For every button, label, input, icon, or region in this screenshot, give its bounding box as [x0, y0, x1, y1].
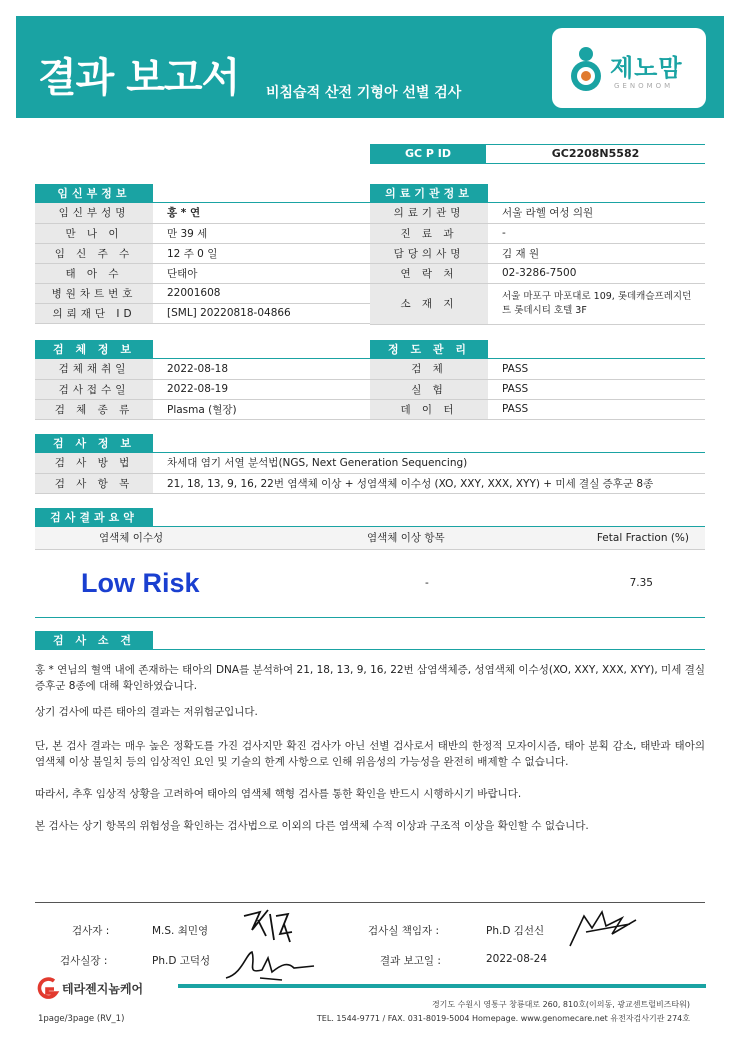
finding-paragraph: 따라서, 추후 임상적 상황을 고려하여 태아의 염색체 핵형 검사를 통한 확인을 반드시 시행하시기 바랍니다. [35, 788, 522, 800]
result-row [35, 549, 705, 617]
row-label: 데 이 터 [370, 399, 488, 419]
qc-experiment: PASS [488, 379, 705, 399]
patient-section-title: 임신부정보 [35, 184, 153, 203]
test-table [35, 453, 705, 494]
institution-table [370, 203, 705, 325]
company-name: 테라젠지놈케어 [62, 982, 144, 996]
qc-section-title: 정 도 관 리 [370, 340, 488, 359]
col-fetal-fraction: Fetal Fraction (%) [525, 527, 705, 549]
test-method: 차세대 염기 서열 분석법(NGS, Next Generation Sequencing) [153, 453, 705, 473]
gcpid-box [370, 144, 705, 164]
table-row [370, 399, 705, 419]
row-label: 검 사 항 목 [35, 473, 153, 493]
institution-name: 서울 라헬 여성 의원 [488, 203, 705, 223]
logo-text-en: GENOMOM [614, 82, 674, 90]
row-label: 담당의사명 [370, 243, 488, 263]
row-label: 임 신 주 수 [35, 243, 153, 263]
table-row [370, 263, 705, 283]
patient-age: 만 39 세 [153, 223, 370, 243]
lab-head-label: 검사실장 : [60, 955, 108, 967]
table-row [370, 243, 705, 263]
row-label: 검 사 방 법 [35, 453, 153, 473]
report-title: 결과 보고서 [38, 55, 240, 101]
qc-table [370, 359, 705, 420]
finding-paragraph: 본 검사는 상기 항목의 위험성을 확인하는 검사법으로 이외의 다른 염색체 수적 이상과 구조적 이상을 확인할 수 없습니다. [35, 820, 589, 832]
contact-number: 02-3286-7500 [488, 263, 705, 283]
result-table [35, 527, 705, 618]
signature-divider [35, 902, 705, 903]
findings-section-title: 검 사 소 견 [35, 631, 153, 650]
table-row [35, 243, 370, 263]
test-section-title: 검 사 정 보 [35, 434, 153, 453]
patient-table [35, 203, 370, 324]
director-name: Ph.D 김선신 [486, 925, 545, 937]
table-row [35, 399, 370, 419]
row-label: 소 재 지 [370, 283, 488, 324]
row-label: 만 나 이 [35, 223, 153, 243]
finding-paragraph: 홍 * 연님의 혈액 내에 존재하는 태아의 DNA를 분석하여 21, 18, 13, 9, 16, 22번 삼염색체증, 성염색체 이수성(XO, XXY, XXX, XYY), 미세 결실 증후군 8종에 대해 확인하였습니다. [35, 664, 705, 692]
receipt-date: 2022-08-19 [153, 379, 370, 399]
institution-section-title: 의료기관정보 [370, 184, 488, 203]
table-row [370, 203, 705, 223]
footer-bar [178, 984, 706, 988]
table-row [370, 379, 705, 399]
patient-info [35, 184, 370, 325]
table-row [370, 283, 705, 324]
department: - [488, 223, 705, 243]
col-aneuploidy: 염색체 이수성 [35, 527, 305, 549]
logo-text: 제노맘 [610, 54, 683, 82]
patient-institution-section [35, 184, 705, 325]
page-number: 1page/3page (RV_1) [38, 1014, 125, 1024]
chart-number: 22001608 [153, 283, 370, 303]
doctor-name: 김 재 원 [488, 243, 705, 263]
fetus-count: 단태아 [153, 263, 370, 283]
table-row [35, 379, 370, 399]
findings-section [35, 631, 705, 650]
table-row [35, 303, 370, 323]
genomom-logo [552, 28, 706, 108]
risk-cell [35, 549, 305, 617]
tester-signature [240, 906, 296, 946]
table-row [35, 359, 370, 379]
row-label: 진 료 과 [370, 223, 488, 243]
fetal-fraction-value: 7.35 [525, 549, 705, 617]
gcpid-label: GC P ID [370, 144, 486, 163]
test-info-section [35, 434, 705, 494]
result-section [35, 508, 705, 618]
row-label: 검체채취일 [35, 359, 153, 379]
qc-specimen: PASS [488, 359, 705, 379]
specimen-table [35, 359, 370, 420]
col-abnormal: 염색체 이상 항목 [305, 527, 525, 549]
table-row [35, 453, 705, 473]
table-row [35, 283, 370, 303]
company-logo-icon [34, 977, 60, 999]
company-address: 경기도 수원시 영통구 창룡대로 260, 810호(이의동, 광교센트럴비즈타워) [431, 1000, 690, 1009]
row-label: 의료기관명 [370, 203, 488, 223]
row-label: 병원차트번호 [35, 283, 153, 303]
specimen-type: Plasma (혈장) [153, 399, 370, 419]
row-label: 검 체 [370, 359, 488, 379]
row-label: 태 아 수 [35, 263, 153, 283]
gestational-week: 12 주 0 일 [153, 243, 370, 263]
institution-info [370, 184, 705, 325]
table-row [370, 359, 705, 379]
qc-info [370, 340, 705, 420]
test-items: 21, 18, 13, 9, 16, 22번 염색체 이상 + 성염색체 이수성 (XO, XXY, XXX, XYY) + 미세 결실 증후군 8종 [153, 473, 705, 493]
result-header-row [35, 527, 705, 549]
company-logo [34, 977, 184, 999]
request-id: [SML] 20220818-04866 [153, 303, 370, 323]
risk-result: Low Risk [81, 567, 200, 598]
row-label: 검 체 종 류 [35, 399, 153, 419]
row-label: 연 락 처 [370, 263, 488, 283]
qc-data: PASS [488, 399, 705, 419]
specimen-qc-section [35, 340, 705, 420]
result-section-title: 검사결과요약 [35, 508, 153, 527]
gcpid-value: GC2208N5582 [486, 144, 705, 163]
abnormal-value: - [305, 549, 525, 617]
row-label: 임신부성명 [35, 203, 153, 223]
lab-head-signature [222, 944, 318, 984]
report-subtitle: 비침습적 산전 기형아 선별 검사 [266, 85, 462, 101]
finding-paragraph: 상기 검사에 따른 태아의 결과는 저위험군입니다. [35, 706, 258, 718]
specimen-section-title: 검 체 정 보 [35, 340, 153, 359]
collection-date: 2022-08-18 [153, 359, 370, 379]
tester-label: 검사자 : [72, 925, 110, 937]
row-label: 의뢰재단 ID [35, 303, 153, 323]
table-row [35, 263, 370, 283]
table-row [35, 223, 370, 243]
company-contact: TEL. 1544-9771 / FAX. 031-8019-5004 Homepage. www.genomecare.net 유전자검사기관 274호 [316, 1014, 690, 1023]
table-row [35, 473, 705, 493]
row-label: 실 험 [370, 379, 488, 399]
findings-text [35, 662, 705, 852]
patient-name: 홍 * 연 [153, 203, 370, 223]
report-header [16, 16, 724, 118]
director-signature [566, 906, 640, 950]
row-label: 검사접수일 [35, 379, 153, 399]
report-date: 2022-08-24 [486, 953, 548, 965]
lab-head-name: Ph.D 고덕성 [152, 955, 211, 967]
table-row [35, 203, 370, 223]
genomom-logo-icon [564, 44, 608, 92]
report-date-label: 결과 보고일 : [380, 955, 441, 967]
specimen-info [35, 340, 370, 420]
institution-address: 서울 마포구 마포대로 109, 롯데캐슬프레지던트 롯데시티 호텔 3F [488, 283, 705, 324]
tester-name: M.S. 최민영 [152, 925, 209, 937]
table-row [370, 223, 705, 243]
finding-paragraph: 단, 본 검사 결과는 매우 높은 정확도를 가진 검사지만 확진 검사가 아닌 선별 검사로서 태반의 한정적 모자이시즘, 태아 분획 감소, 태반과 태아의 염색체 이상 불일치 등의 임상적인 요인 및 기술의 한계 사항으로 인해 위음성의 가능성을 완전히 배제할 수 없습니다. [35, 740, 705, 768]
director-label: 검사실 책임자 : [368, 925, 440, 937]
